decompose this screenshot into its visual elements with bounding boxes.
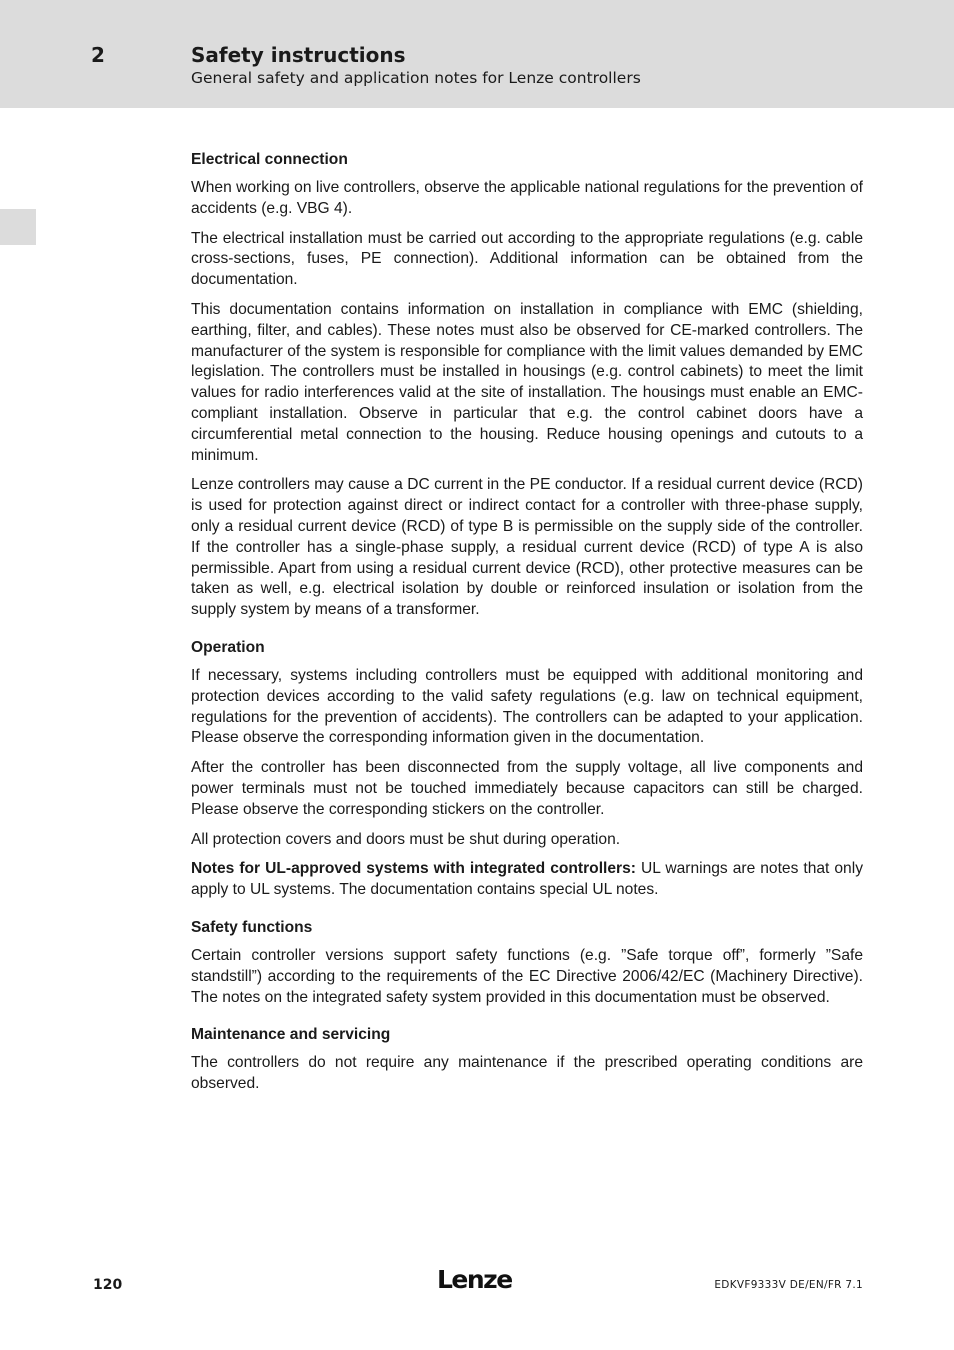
electrical-paragraph-3: This documentation contains information on installation in compliance with EMC (shielding, earthing, filter, and cables). These notes must also be observed for CE-marked controllers. The manufacturer of the system is responsible for compliance with the limit values demanded by EMC legislation. The controllers must be installed in housings (e.g. control cabinets) to meet the limit values for radio interferences valid at the site of installation. The housings must enable an EMC-compliant installation. Observe in particular that e.g. the control cabinet doors have a circumferential metal connection to the housing. Reduce housing openings and cutouts to a minimum. (191, 300, 863, 464)
electrical-paragraph-2: The electrical installation must be carried out according to the appropriate regulations (e.g. cable cross-sections, fuses, PE connection). Additional information can be obtained from the documentation. (191, 229, 863, 289)
chapter-subtitle: General safety and application notes for Lenze controllers (191, 69, 641, 87)
maintenance-paragraph: The controllers do not require any maintenance if the prescribed operating conditions are observed. (191, 1054, 863, 1093)
safety-functions-paragraph: Certain controller versions support safety functions (e.g. ”Safe torque off”, formerly ”Safe standstill”) according to the requirements of the EC Directive 2006/42/EC (Machinery Directive). The notes on the integrated safety system provided in this documentation must be observed. (191, 946, 863, 1006)
lenze-logo: Lenze (437, 1265, 512, 1294)
page-number: 120 (93, 1277, 123, 1293)
document-code: EDKVF9333V DE/EN/FR 7.1 (714, 1279, 863, 1291)
section-heading-electrical: Electrical connection (191, 151, 348, 168)
operation-paragraph-3: All protection covers and doors must be shut during operation. (191, 830, 621, 848)
section-heading-safety-functions: Safety functions (191, 918, 313, 936)
electrical-paragraph-4: Lenze controllers may cause a DC current in the PE conductor. If a residual current device (RCD) is used for protection against direct or indirect contact for a controller with three-phase supply, only a residual current device (RCD) of type B is permissible on the supply side of the controller. If the controller has a single-phase supply, a residual current device (RCD) of type A is also permissible. Apart from using a residual current device (RCD), other protective measures can be taken as well, e.g. electrical isolation by double or reinforced insulation or isolation from the supply system by means of a transformer. (191, 476, 863, 619)
chapter-number: 2 (91, 43, 105, 67)
electrical-paragraph-1: When working on live controllers, observe the applicable national regulations for the prevention of accidents (e.g. VBG 4). (191, 179, 863, 217)
section-heading-operation: Operation (191, 638, 265, 656)
ul-notes-label: Notes for UL-approved systems with integrated controllers: (191, 860, 636, 878)
chapter-title: Safety instructions (191, 43, 406, 67)
chapter-side-tab (0, 209, 36, 245)
operation-paragraph-2: After the controller has been disconnected from the supply voltage, all live components and power terminals must not be touched immediately because capacitors can still be charged. Please observe the corresponding stickers on the controller. (191, 759, 863, 818)
ul-notes-paragraph (191, 859, 863, 901)
section-heading-maintenance: Maintenance and servicing (191, 1026, 391, 1044)
header-band (0, 0, 954, 108)
page-content (191, 150, 863, 1104)
operation-paragraph-1: If necessary, systems including controllers must be equipped with additional monitoring and protection devices according to the valid safety regulations (e.g. law on technical equipment, regulations for the prevention of accidents). The controllers can be adapted to your application. Please observe the corresponding information given in the documentation. (191, 666, 863, 747)
ul-notes-text: UL warnings are notes that only apply to UL systems. The documentation contains special UL notes. (191, 860, 863, 899)
